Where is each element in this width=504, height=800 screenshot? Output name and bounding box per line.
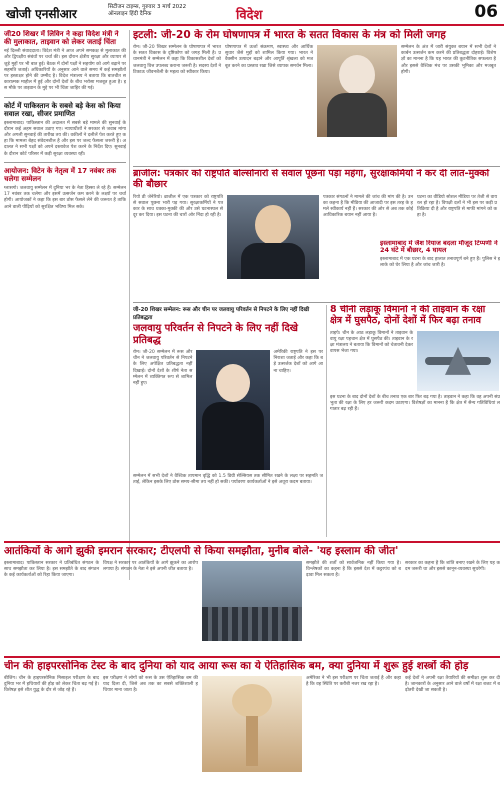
top-story-headline: इटली: जी-20 के रोम घोषणापत्र में भारत के सतत विकास के मंत्र को मिली जगह [133,29,446,41]
lower-rule [4,656,500,658]
bolsonaro-photo [227,195,319,279]
left-body-2: इस्लामाबाद। पाकिस्तान की अदालत में सबसे बड़े मामले की सुनवाई के दौरान कई अहम सवाल उठाए गए। न्यायाधीशों ने सरकार से जवाब मांगा और अगली सुनवाई की तारीख तय की। वकीलों ने दलीलें पेश करते हुए कहा कि मामला बेहद संवेदनशील है और इस पर जल्द फैसला जरूरी है। अदालत ने सभी पक्षों को अपने दस्तावेज पेश करने के निर्देश दिए। सुनवाई के दौरान कोर्ट परिसर में कड़ी सुरक्षा व्यवस्था रही। [4,120,126,157]
islamabad-body: इस्लामाबाद में एक घटना के बाद हालात तनावपूर्ण बने हुए हैं। पुलिस ने इलाके को घेर लिया है और जांच जारी है। [380,256,500,269]
china-body-3: अमेरिका ने भी इस परीक्षण पर चिंता जताई है और कहा है कि वह स्थिति पर करीबी नजर रख रहा है। [306,676,401,688]
climate-body-1: रोम। जी-20 सम्मेलन में रूस और चीन ने जलवायु परिवर्तन से निपटने के लिए अपेक्षित प्रतिबद्धता नहीं दिखाई। दोनों देशों के शीर्ष नेता सम्मेलन में व्यक्तिगत रूप से शामिल नहीं हुए। [133,350,193,387]
newspaper-logo: खोजी एनसीआर [6,7,77,21]
brazil-body-2: पत्रकार संगठनों ने मामले की जांच की मांग की है। उनका कहना है कि मीडिया की आजादी पर इस तरह के हमले स्वीकार्य नहीं हैं। सरकार की ओर से अब तक कोई आधिकारिक बयान नहीं आया है। [323,194,413,219]
china-body-4: कई देशों ने अपनी रक्षा तैयारियों की समीक्षा शुरू कर दी है। जानकारों के अनुसार आने वाले वर्षों में रक्षा बजट में बढ़ोतरी देखी जा सकती है। [405,676,500,694]
left-column-rule [129,30,130,580]
brazil-body-3: घटना का वीडियो सोशल मीडिया पर तेजी से वायरल हो रहा है। विपक्षी दलों ने भी इस पर कड़ी प्रतिक्रिया दी है और राष्ट्रपति से माफी मांगने को कहा है। [417,194,497,219]
top-story [133,29,500,164]
pakistan-body-4: सरकार का कहना है कि शांति बनाए रखने के लिए यह कदम जरूरी था और इससे कानून-व्यवस्था सुधरेगी। [405,561,500,573]
aircraft-story [330,305,500,537]
aircraft-body-2: इस घटना के बाद दोनों देशों के बीच तनाव एक बार फिर बढ़ गया है। ताइवान ने कहा कि वह अपनी संप्रभुता की रक्षा के लिए हर जरूरी कदम उठाएगा। विशेषज्ञों का मानना है कि क्षेत्र में सैन्य गतिविधियां लगातार बढ़ रही हैं। [330,394,500,413]
islamabad-headline: इस्लामाबाद में जैश रियाज बदला मौजूद टिप्पणी ने 24 घंटे में बौछार, 4 घायल [380,240,498,255]
pakistan-story [4,545,500,653]
left-headline-3: आयोजन: विटेन के नेतृत्व में 17 नवंबर तक चलेगा सम्मेलन [4,166,117,183]
middle-rule [4,541,500,543]
top-story-body-1: रोम। जी-20 शिखर सम्मेलन के घोषणापत्र में भारत के सतत विकास के दृष्टिकोण को जगह मिली है। प्रधानमंत्री ने सम्मेलन में कहा कि विकासशील देशों को जलवायु वित्त उपलब्ध कराना जरूरी है। सदस्य देशों ने टिकाऊ जीवनशैली के महत्व को स्वीकार किया। [133,45,221,75]
top-story-rule [133,166,500,167]
left-divider-1 [4,97,126,98]
china-body-2: इस परीक्षण ने लोगों को रूस के उस ऐतिहासिक बम की याद दिला दी, जिसे अब तक का सबसे शक्तिशाली हथियार माना जाता है। [103,676,198,694]
left-headline-1: जी20 शिखर में लिविन ने कहा विदेश मंत्री ने की मुलाकात, ताइवान को लेकर जताई चिंता [4,30,119,47]
brazil-headline: ब्राजील: पत्रकार को राष्ट्रपति बोल्सोनारो से सवाल पूछना पड़ा महंगा, सुरक्षाकर्मियों ने कर दी लात-मुक्कों की बौछार [133,169,490,190]
left-headline-2: कोर्ट में पाकिस्तान के सबसे बड़े केस को किया सवाल रखा, सीजर प्रमाणित [4,101,121,118]
top-story-body-2: घोषणापत्र में ऊर्जा संक्रमण, स्वास्थ्य और आर्थिक सुधार जैसे मुद्दों को शामिल किया गया। भारत ने वैक्सीन उत्पादन बढ़ाने और आपूर्ति श्रृंखला को मजबूत करने का प्रस्ताव रखा जिसे व्यापक समर्थन मिला। [225,45,313,69]
page-number: 06 [474,2,498,22]
pakistan-body-1: इस्लामाबाद। पाकिस्तान सरकार ने प्रतिबंधित संगठन के साथ समझौता कर लिया है। इस समझौते के बाद संगठन के कई कार्यकर्ताओं को रिहा किया जाएगा। [4,561,99,579]
aircraft-headline: 8 चीनी लड़ाकू विमानों ने की ताइवान के रक्षा क्षेत्र में घुसपैठ, दोनों देशों में फिर बढ़ा तनाव [330,305,486,326]
date-line: सिटीजन टाइम्स, गुरुवार 3 मार्च 2022 [108,4,187,10]
aircraft-body-1: ताइपे। चीन के आठ लड़ाकू विमानों ने ताइवान के वायु रक्षा पहचान क्षेत्र में घुसपैठ की। ताइवान के रक्षा मंत्रालय ने बताया कि विमानों को चेतावनी देकर वापस भेजा गया। [330,330,413,355]
top-story-body-3: सम्मेलन के अंत में जारी संयुक्त बयान में सभी देशों ने कार्बन उत्सर्जन कम करने की प्रतिबद्धता दोहराई। विशेषज्ञों का मानना है कि यह भारत की कूटनीतिक सफलता है और इससे वैश्विक मंच पर उसकी भूमिका और मजबूत होगी। [401,45,496,75]
fighter-jet-photo [417,331,499,391]
masthead [0,0,504,26]
pakistan-body-3: समझौते की शर्तों को सार्वजनिक नहीं किया गया है। विश्लेषकों का कहना है कि इससे देश में कट्टरपंथ को बढ़ावा मिल सकता है। [306,561,401,579]
climate-kicker: जी-20 शिखर सम्मेलन: रूस और चीन पर जलवायु परिवर्तन से निपटने के लिए नहीं दिखी प्रतिबद्धता [133,307,310,321]
climate-story [133,305,323,537]
masthead-meta [108,4,218,18]
section-title: विदेश [236,8,263,23]
left-body-1: नई दिल्ली संवाददाता। विदेश मंत्री ने आज अपने समकक्ष से मुलाकात की और द्विपक्षीय संबंधों पर चर्चा की। इस दौरान क्षेत्रीय सुरक्षा और व्यापार से जुड़े मुद्दों पर भी बात हुई। बैठक में दोनों पक्षों ने सहयोग को आगे बढ़ाने पर सहमति जताई। अधिकारियों के अनुसार आने वाले समय में कई समझौतों पर हस्ताक्षर होने की उम्मीद है। विदेश मंत्रालय ने बताया कि बातचीत सकारात्मक माहौल में हुई और दोनों देशों के बीच भरोसा मजबूत हुआ है। इस मौके पर ताइवान के मुद्दे पर भी चिंता जाहिर की गई। [4,49,126,92]
climate-headline: जलवायु परिवर्तन से निपटने के लिए नहीं दिखे प्रतिबद्ध [133,323,298,346]
islamabad-story [380,240,500,298]
biden-photo [196,350,269,470]
china-story [4,660,500,796]
pakistan-headline: आतंकियों के आगे झुकी इमरान सरकार; टीएलपी से किया समझौता, मुनीब बोले- 'यह इस्लाम की जीत' [4,545,399,557]
climate-rule [326,305,327,537]
left-divider-2 [4,162,126,163]
brazil-rule [133,302,500,303]
left-column [4,30,126,580]
china-body-1: बीजिंग। चीन के हाइपरसोनिक मिसाइल परीक्षण के बाद दुनिया भर में हथियारों की होड़ को लेकर चिंता बढ़ गई है। विशेषज्ञ इसे शीत युद्ध के दौर से जोड़ रहे हैं। [4,676,99,694]
climate-body-2: अमेरिकी राष्ट्रपति ने इस पर निराशा जताई और कहा कि बड़े उत्सर्जक देशों को आगे आना चाहिए। [273,350,323,374]
left-body-3: ग्लासगो। जलवायु सम्मेलन में दुनिया भर के नेता हिस्सा ले रहे हैं। सम्मेलन 17 नवंबर तक चलेगा और इसमें उत्सर्जन कम करने के लक्ष्यों पर चर्चा होगी। आयोजकों ने कहा कि इस बार ठोस फैसले लेने की जरूरत है ताकि आने वाली पीढ़ियों को सुरक्षित भविष्य मिल सके। [4,185,126,210]
edition-line: ऑनलाइन हिंदी दैनिक [108,11,152,17]
china-headline: चीन की हाइपरसोनिक टेस्ट के बाद दुनिया को याद आया रूस का ये ऐतिहासिक बम, क्या दुनिया में शुरू हुई शस्त्रों की होड़ [4,660,469,672]
brazil-body-1: रियो डी जेनेरियो। ब्राजील में एक पत्रकार को राष्ट्रपति से सवाल पूछना भारी पड़ गया। सुरक्षाकर्मियों ने पत्रकार के साथ धक्का-मुक्की की और उसे घटनास्थल से दूर कर दिया। इस घटना की चारों ओर निंदा हो रही है। [133,194,223,219]
crowd-photo [202,561,302,641]
pakistan-body-2: विपक्ष ने सरकार पर आतंकियों के आगे झुकने का आरोप लगाया है। संगठन के नेता ने इसे अपनी जीत बताया है। [103,561,198,573]
climate-body-3: सम्मेलन में सभी देशों ने वैश्विक तापमान वृद्धि को 1.5 डिग्री सेल्सियस तक सीमित रखने के लक्ष्य पर सहमति जताई, लेकिन इसके लिए ठोस समय-सीमा तय नहीं हो सकी। पर्यावरण कार्यकर्ताओं ने इसे अधूरा कदम बताया। [133,474,323,486]
explosion-photo [202,676,302,772]
leader-photo [317,45,397,137]
